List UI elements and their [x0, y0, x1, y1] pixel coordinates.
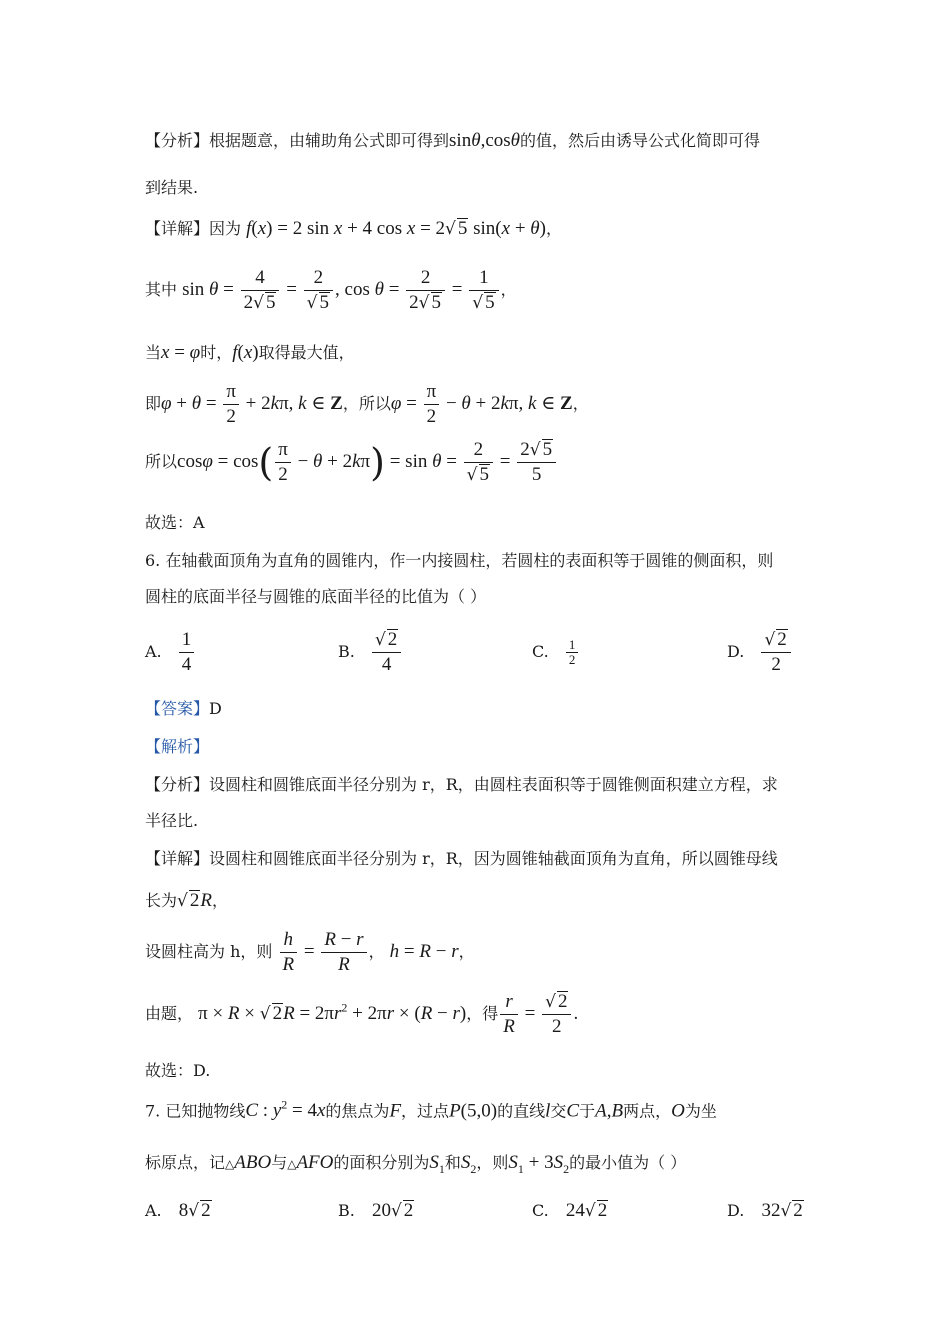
q7-option-b-coef: 20	[371, 1200, 391, 1221]
q6-detail-3a: 设圆柱高为 h，则	[145, 941, 273, 961]
math-f-def: f(x) = 2 sin x + 4 cos x = 2√ 5 sin(x + θ)	[246, 218, 546, 239]
math-S1-3S2: $S_1 + 3S_2$	[508, 1152, 570, 1176]
q6-detail-4a: 由题，	[145, 1003, 194, 1023]
so1: ，所以	[342, 393, 391, 413]
math-sin-theta: sin θ = $\frac{4}{2√ 5}$ = $\frac{2}{√ 5}$ , cos θ = $\frac{2}{2√ 5}$ = $\frac{1}{√ 5}$	[182, 279, 500, 300]
detail-prev-line3	[145, 340, 355, 364]
when-c: 取得最大值，	[258, 343, 355, 362]
q6-choose: 故选：D.	[145, 1061, 211, 1080]
q7-option-c-coef: 24	[565, 1200, 585, 1221]
q7-stem2-d: 和	[444, 1153, 461, 1172]
q6-detail-label: 【详解】	[145, 849, 210, 868]
analysis-prev-line2: 到结果.	[145, 178, 199, 197]
math-S1: $S_1$	[429, 1152, 445, 1176]
answer-value: D	[209, 699, 222, 718]
math-x-phi: x = φ	[161, 342, 201, 363]
math-fx: f(x)	[232, 342, 259, 363]
math-C: C	[566, 1100, 580, 1122]
detail-where: 其中	[145, 279, 178, 299]
ie: 即	[145, 393, 162, 413]
q7-stem-c: ，过点	[401, 1101, 450, 1121]
detail-prev-line1: 【详解】因为 f(x) = 2 sin x + 4 cos x = 2√ 5 sin(x + θ)，	[145, 218, 562, 239]
q7-option-d[interactable]	[727, 1200, 804, 1222]
q6-stem-line2: 圆柱的底面半径与圆锥的底面半径的比值为（ ）	[145, 587, 487, 606]
math-F: F	[389, 1100, 402, 1122]
q7-stem-line2	[145, 1150, 686, 1177]
q7-stem-b: 的焦点为	[325, 1101, 390, 1121]
math-ratio-result: $\frac{r}{R}$ = $\frac{√ 2}{2}$ .	[498, 1003, 578, 1024]
q7-stem2-f: 的最小值为（ ）	[569, 1153, 687, 1172]
math-phi-eq: φ = $\frac{\pi}{2}$ − θ + 2kπ, k ∈ Z	[390, 381, 573, 427]
q6-detail-4b: ，得	[466, 1003, 499, 1023]
q7-stem-h: 为坐	[684, 1101, 717, 1121]
q6-option-b[interactable]	[338, 628, 403, 677]
math-sqrt2R: √ 2R	[177, 890, 212, 911]
math-area-eq: π × R × √ $2R = 2\pi r^2 + 2\pi r \times (R - r)$	[198, 1000, 467, 1024]
math-O: O	[671, 1100, 685, 1122]
q7-option-b[interactable]	[338, 1200, 414, 1222]
q6-detail-text: 设圆柱和圆锥底面半径分别为 r，R，因为圆锥轴截面顶角为直角，所以圆锥母线	[209, 849, 778, 868]
q7-option-c[interactable]	[532, 1200, 608, 1222]
q6-option-a-label: A.	[145, 641, 162, 661]
math-point-P: P(5,0)	[449, 1100, 498, 1122]
math-tri-ABO: △ABO	[225, 1152, 272, 1173]
math-AB: A	[595, 1100, 607, 1122]
q7-stem-a: 7. 已知抛物线	[145, 1101, 246, 1121]
q7-stem2-b: 与	[271, 1153, 288, 1172]
q6-option-a-value: $\frac{1}{4}$	[167, 641, 197, 662]
answer-label: 【答案】	[145, 699, 210, 718]
q6-answer	[145, 696, 222, 719]
solution-label: 【解析】	[145, 737, 210, 756]
q6-detail-line2: 长为√ 2R，	[145, 890, 228, 911]
math-S2: $S_2$	[460, 1152, 477, 1176]
choose-prev: 故选：A	[145, 513, 205, 532]
q7-stem-e: 交	[550, 1101, 567, 1121]
q7-stem-d: 的直线	[497, 1101, 546, 1121]
when-b: 时，	[200, 343, 233, 362]
detail-label: 【详解】	[145, 219, 210, 238]
q7-option-a-coef: 8	[178, 1200, 189, 1221]
q6-stem-line1: 6. 在轴截面顶角为直角的圆锥内，作一内接圆柱，若圆柱的表面积等于圆锥的侧面积，则	[145, 551, 774, 570]
analysis-label: 【分析】	[145, 131, 210, 150]
when-a: 当	[145, 343, 162, 362]
q6-detail-line3: 设圆柱高为 h，则 $\frac{h}{R}$ = $\frac{R - r}{R}$ ， h = R − r，	[145, 929, 475, 975]
q7-option-c-label: C.	[532, 1201, 549, 1220]
q6-detail-2a: 长为	[145, 891, 178, 910]
math-sin-cos-theta: sinθ,cosθ	[449, 130, 520, 151]
q7-stem2-a: 标原点，记	[145, 1153, 226, 1172]
q6-analysis-line2: 半径比.	[145, 811, 199, 830]
math-h-ratio: $\frac{h}{R}$ = $\frac{R - r}{R}$	[278, 941, 369, 962]
q6-detail-line1	[145, 846, 778, 869]
q6-option-b-label: B.	[338, 641, 355, 661]
math-cos-phi: cosφ = cos( $\frac{\pi}{2}$ − θ + 2kπ) = sin θ = $\frac{2}{√ 5}$ = $\frac{2√ 5}{5}$	[177, 451, 558, 472]
analysis-text-b: 的值，然后由诱导公式化简即可得	[519, 131, 760, 150]
q6-option-c-label: C.	[532, 641, 549, 661]
math-tri-AFO: △AFO	[287, 1152, 334, 1173]
q7-stem2-e: ，则	[476, 1153, 509, 1172]
q7-option-b-value: 20√ 2	[371, 1200, 414, 1221]
math-h-eq: h = R − r	[389, 940, 459, 962]
detail-intro: 因为	[209, 219, 242, 238]
detail-prev-line5	[145, 438, 558, 487]
q7-option-d-coef: 32	[761, 1200, 781, 1221]
math-phi-theta: φ + θ = $\frac{\pi}{2}$ + 2kπ, k ∈ Z	[161, 381, 343, 427]
q6-option-d-value: $\frac{√ 2}{2}$	[749, 641, 792, 662]
q7-option-a-value: 8√ 2	[178, 1200, 211, 1221]
q7-stem-line1: 7. 已知抛物线C : $y^2 = 4x$的焦点为F，过点P(5,0)的直线l交C于A,B两点，O为坐	[145, 1098, 717, 1122]
q6-option-d[interactable]	[727, 628, 793, 677]
analysis-text-a: 根据题意，由辅助角公式即可得到	[209, 131, 450, 150]
q6-option-d-label: D.	[727, 641, 745, 661]
detail-prev-line4: 即φ + θ = $\frac{\pi}{2}$ + 2kπ, k ∈ Z，所以φ = $\frac{\pi}{2}$ − θ + 2kπ, k ∈ Z，	[145, 381, 589, 427]
q7-option-d-value: 32√ 2	[761, 1200, 803, 1221]
q6-analysis-label: 【分析】	[145, 775, 210, 794]
q7-stem2-c: 的面积分别为	[333, 1153, 430, 1172]
analysis-prev-line1	[145, 128, 760, 152]
q6-option-b-value: $\frac{√ 2}{4}$	[360, 641, 403, 662]
q6-option-a[interactable]	[145, 628, 196, 677]
q6-analysis-line1	[145, 772, 778, 795]
q7-option-a-label: A.	[145, 1201, 162, 1220]
q7-option-c-value: 24√ 2	[565, 1200, 608, 1221]
math-parabola: C : $y^2 = 4x$	[245, 1098, 326, 1122]
q7-stem-g: 两点，	[623, 1101, 672, 1121]
q7-option-b-label: B.	[338, 1201, 355, 1220]
math-l: l	[545, 1100, 551, 1122]
q6-detail-line4	[145, 990, 578, 1039]
q7-stem-f: 于	[579, 1101, 596, 1121]
q7-option-a[interactable]	[145, 1200, 212, 1222]
detail-prev-line2: 其中 sin θ = $\frac{4}{2√ 5}$ = $\frac{2}{√ 5}$ , cos θ = $\frac{2}{2√ 5}$ = $\frac{1}{√ 5}$ ，	[145, 267, 517, 313]
q7-option-d-label: D.	[727, 1201, 745, 1220]
q6-analysis-text: 设圆柱和圆锥底面半径分别为 r，R，由圆柱表面积等于圆锥侧面积建立方程，求	[209, 775, 778, 794]
so2: 所以	[145, 451, 178, 471]
q6-option-c-value: $\frac{1}{2}$	[554, 641, 581, 662]
q6-option-c[interactable]	[532, 638, 580, 667]
